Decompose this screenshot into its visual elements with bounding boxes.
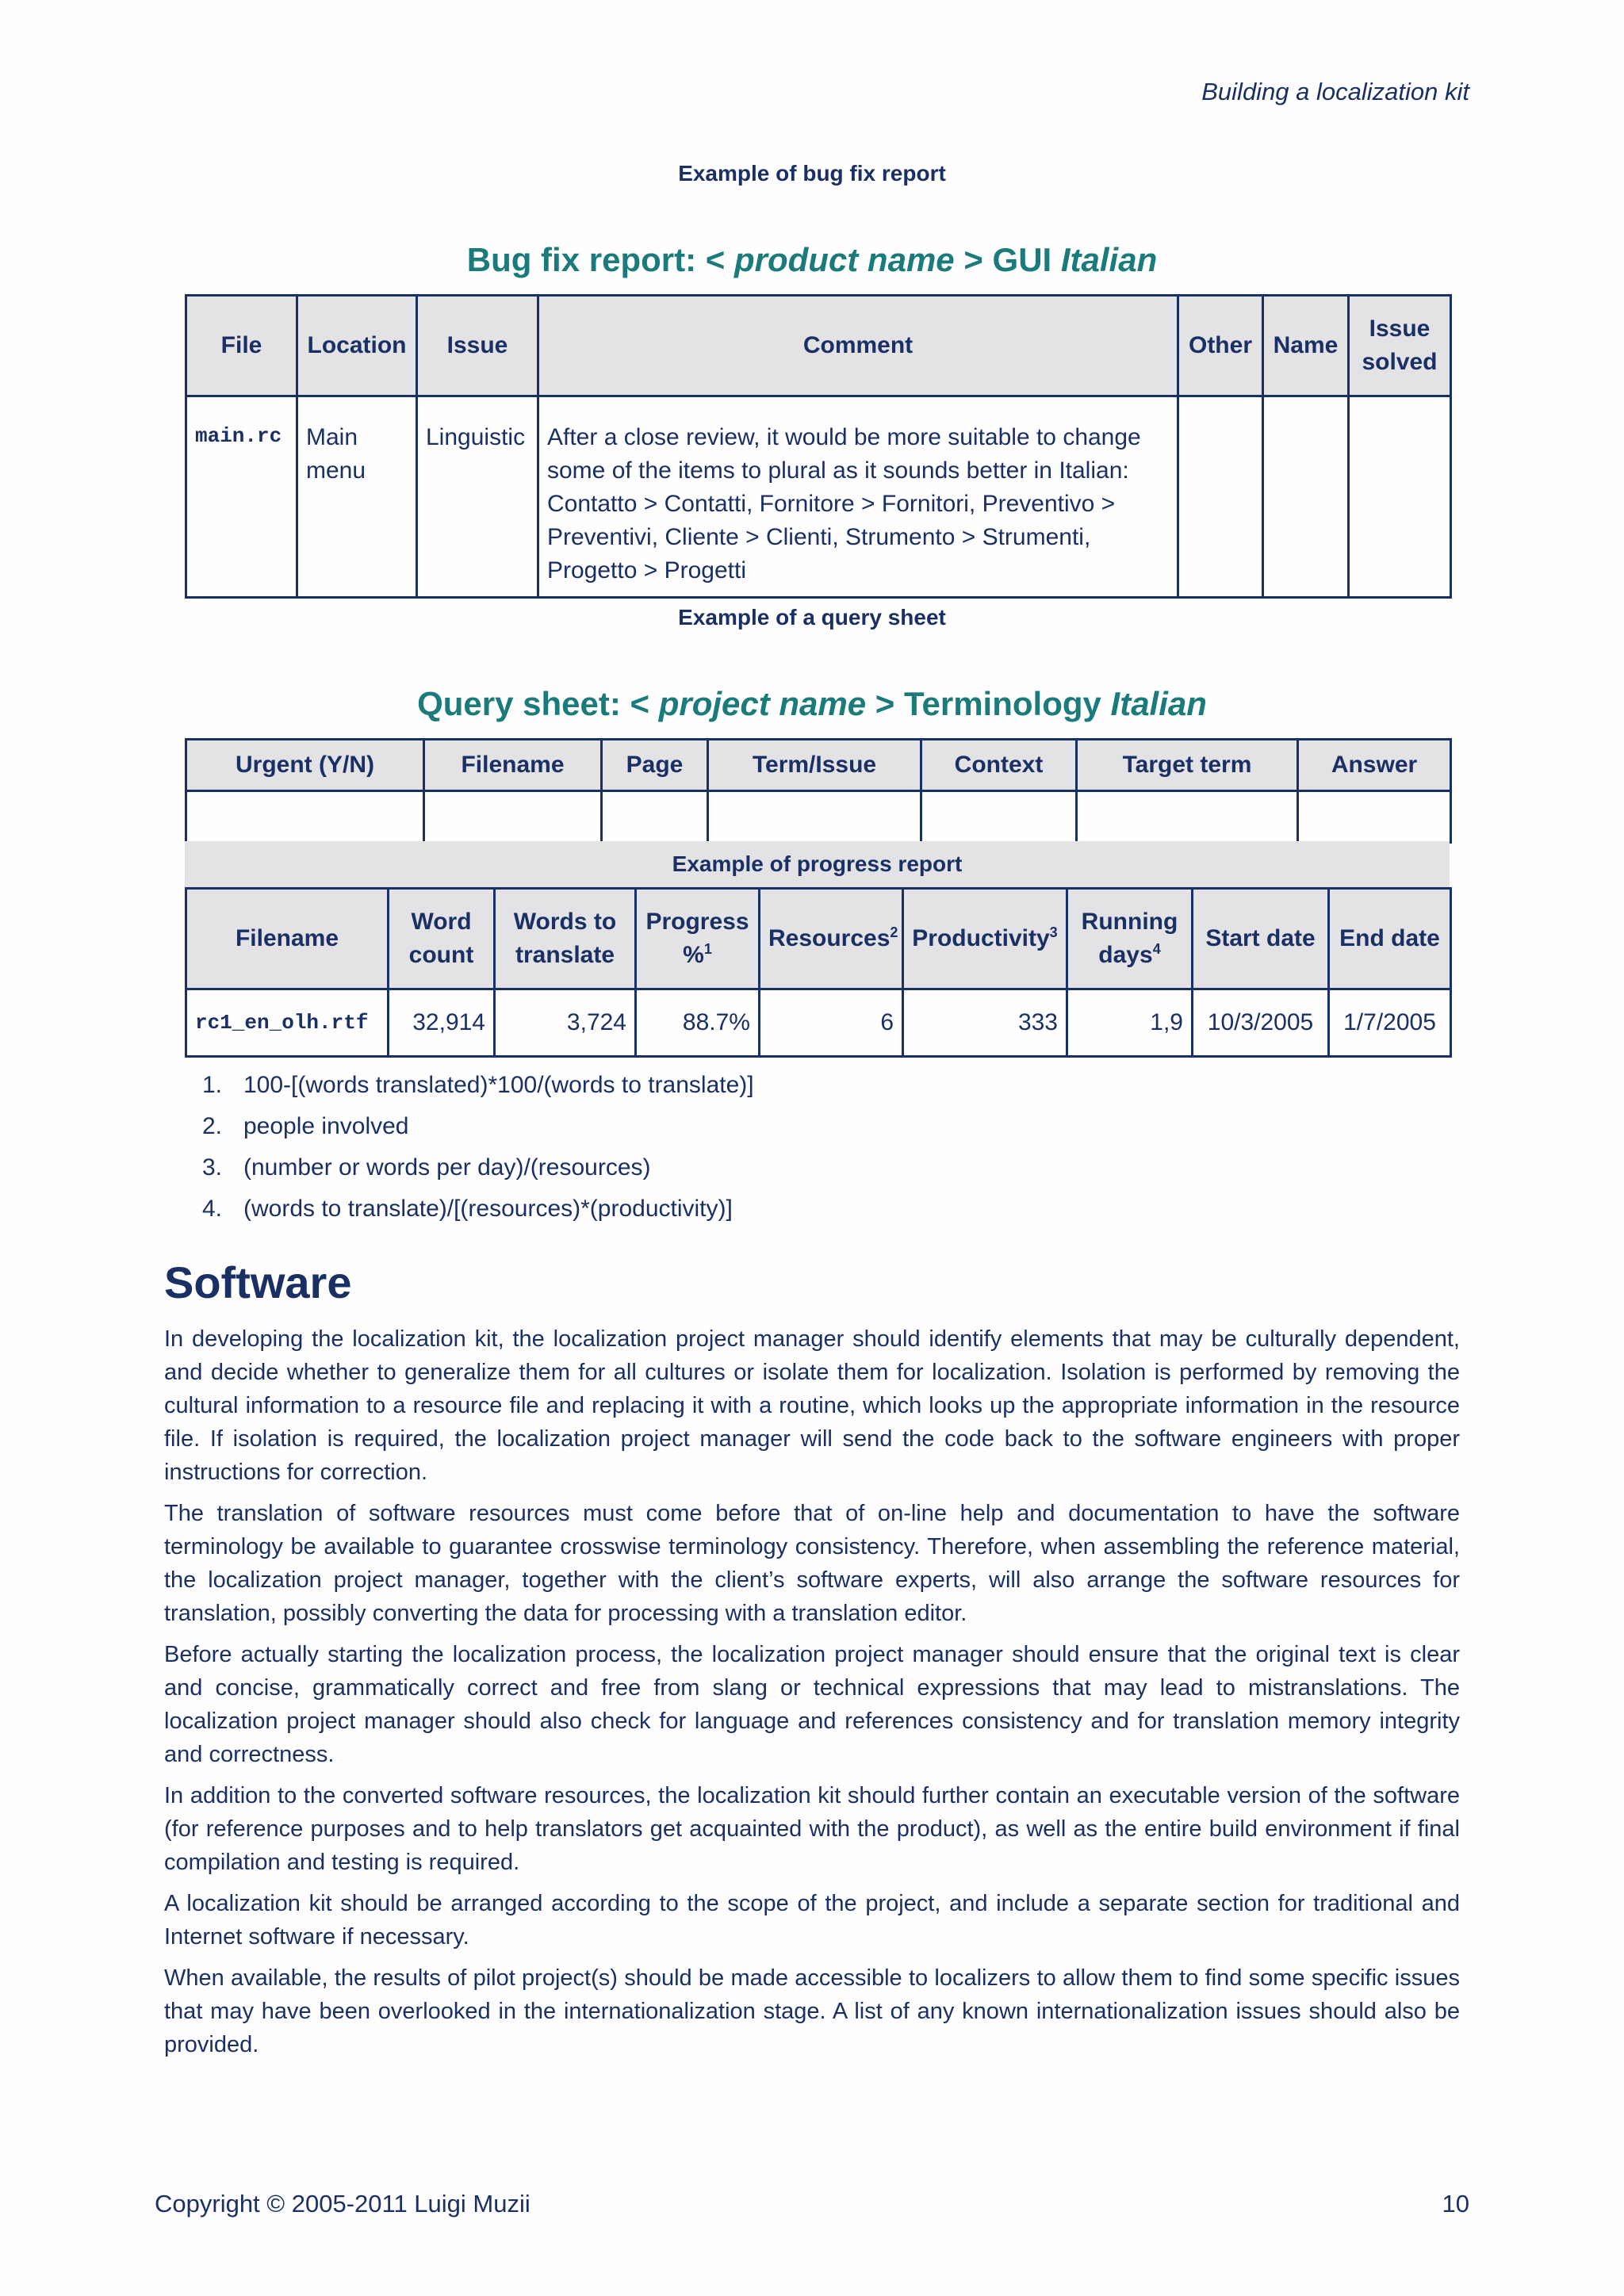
running-header: Building a localization kit: [1201, 78, 1469, 105]
paragraph: The translation of software resources must come before that of on-line help and documentation to have the software terminology be available to guarantee crosswise terminology consistency. Therefore, when assembling the reference material, the localization project manager, together with the client’s software experts, will also arrange the software resources for translation, possibly converting the data for processing with a translation editor.: [164, 1501, 1460, 1626]
progress-header-row: [186, 889, 1451, 989]
cell-name: [1263, 396, 1349, 598]
empty-cell: [602, 791, 708, 843]
col-header-word-count: Word count: [389, 889, 495, 989]
query-sheet-header-row: [186, 740, 1451, 791]
cell-progress: 88.7%: [636, 989, 760, 1057]
bug-report-header-row: [186, 296, 1451, 396]
col-header-filename: Filename: [186, 889, 389, 989]
cell-file: main.rc: [186, 396, 297, 598]
footnote-ref-4: 4: [1152, 941, 1161, 957]
col-header-issue-solved: Issue solved: [1349, 296, 1451, 396]
footnote-ref-1: 1: [703, 941, 712, 957]
empty-cell: [186, 791, 424, 843]
paragraph: In addition to the converted software resources, the localization kit should further contain an executable version of the software (for reference purposes and to help translators get acquainted with the product), as well as the entire build environment if final compilation and testing is required.: [164, 1783, 1460, 1875]
empty-cell: [1077, 791, 1298, 843]
col-header-filename: Filename: [424, 740, 602, 791]
table-row: [186, 396, 1451, 598]
bug-report-table: [185, 294, 1452, 599]
cell-end-date: 1/7/2005: [1329, 989, 1451, 1057]
col-header-end-date: End date: [1329, 889, 1451, 989]
paragraph: Before actually starting the localization process, the localization project manager should ensure that the original text is clear and concise, grammatically correct and free from slang or technical expressions that may lead to mistranslations. The localization project manager should also check for language and references consistency and for translation memory integrity and correctness.: [164, 1642, 1460, 1767]
col-header-running-days: Running days$^4$: [1067, 889, 1193, 989]
empty-cell: [1298, 791, 1451, 843]
page-number: 10: [1442, 2190, 1469, 2218]
col-header-answer: Answer: [1298, 740, 1451, 791]
col-header-name: Name: [1263, 296, 1349, 396]
cell-words-to-translate: 3,724: [495, 989, 636, 1057]
query-sheet-caption: Example of a query sheet: [678, 605, 946, 629]
col-header-context: Context: [921, 740, 1077, 791]
cell-running-days: 1,9: [1067, 989, 1193, 1057]
empty-cell: [708, 791, 921, 843]
progress-report-table: [185, 887, 1452, 1058]
cell-issue: Linguistic: [417, 396, 538, 598]
table-row: [186, 791, 1451, 843]
col-header-target-term: Target term: [1077, 740, 1298, 791]
section-heading: Software: [164, 1257, 352, 1307]
progress-report-caption-band: Example of progress report: [185, 841, 1450, 887]
col-header-issue: Issue: [417, 296, 538, 396]
col-header-words-to-translate: Words to translate: [495, 889, 636, 989]
footer-copyright: Copyright © 2005-2011 Luigi Muzii: [155, 2190, 530, 2218]
footnote-item: 4. (words to translate)/[(resources)*(productivity)]: [202, 1196, 733, 1222]
cell-filename: rc1_en_olh.rtf: [186, 989, 389, 1057]
cell-other: [1178, 396, 1263, 598]
col-header-progress: Progress %$^1$: [636, 889, 760, 989]
col-header-productivity: Productivity$^3$: [903, 889, 1067, 989]
footnote-item: 1. 100-[(words translated)*100/(words to translate)]: [202, 1072, 754, 1098]
table-row: [186, 989, 1451, 1057]
paragraph: When available, the results of pilot project(s) should be made accessible to localizers to allow them to find some specific issues that may have been overlooked in the internationalization stage. A list of any known internationalization issues should also be provided.: [164, 1965, 1460, 2057]
footnote-item: 2. people involved: [202, 1113, 409, 1139]
bug-report-title: Bug fix report: < product name > GUI Italian: [466, 241, 1158, 278]
section-body: [164, 1322, 1460, 2069]
col-header-term-issue: Term/Issue: [708, 740, 921, 791]
paragraph: A localization kit should be arranged according to the scope of the project, and include a separate section for traditional and Internet software if necessary.: [164, 1891, 1460, 1950]
col-header-location: Location: [297, 296, 417, 396]
cell-comment: After a close review, it would be more suitable to change some of the items to plural as it sounds better in Italian: Contatto > Contatti, Fornitore > Fornitori, Preventivo > Preventivi, Cliente > Clienti, Strumento > Strumenti, Progetto > Progetti: [538, 396, 1178, 598]
col-header-file: File: [186, 296, 297, 396]
query-sheet-title: Query sheet: < project name > Terminology Italian: [417, 685, 1207, 722]
col-header-start-date: Start date: [1193, 889, 1329, 989]
empty-cell: [921, 791, 1077, 843]
bug-report-caption: Example of bug fix report: [678, 161, 946, 186]
paragraph: In developing the localization kit, the localization project manager should identify elements that may be culturally dependent, and decide whether to generalize them for all cultures or isolate them for localization. Isolation is performed by removing the cultural information to a resource file and replacing it with a routine, which looks up the appropriate information in the resource file. If isolation is required, the localization project manager will send the code back to the software engineers with proper instructions for correction.: [164, 1326, 1460, 1485]
footnote-item: 3. (number or words per day)/(resources): [202, 1154, 651, 1181]
footnote-ref-2: 2: [890, 924, 898, 940]
col-header-urgent: Urgent (Y/N): [186, 740, 424, 791]
cell-resources: 6: [760, 989, 903, 1057]
col-header-page: Page: [602, 740, 708, 791]
query-sheet-table: [185, 738, 1452, 844]
col-header-other: Other: [1178, 296, 1263, 396]
cell-start-date: 10/3/2005: [1193, 989, 1329, 1057]
footnote-list: [202, 1065, 754, 1230]
cell-issue-solved: [1349, 396, 1451, 598]
col-header-comment: Comment: [538, 296, 1178, 396]
cell-location: Main menu: [297, 396, 417, 598]
cell-productivity: 333: [903, 989, 1067, 1057]
empty-cell: [424, 791, 602, 843]
footnote-ref-3: 3: [1049, 924, 1058, 940]
cell-word-count: 32,914: [389, 989, 495, 1057]
col-header-resources: Resources$^2$: [760, 889, 903, 989]
